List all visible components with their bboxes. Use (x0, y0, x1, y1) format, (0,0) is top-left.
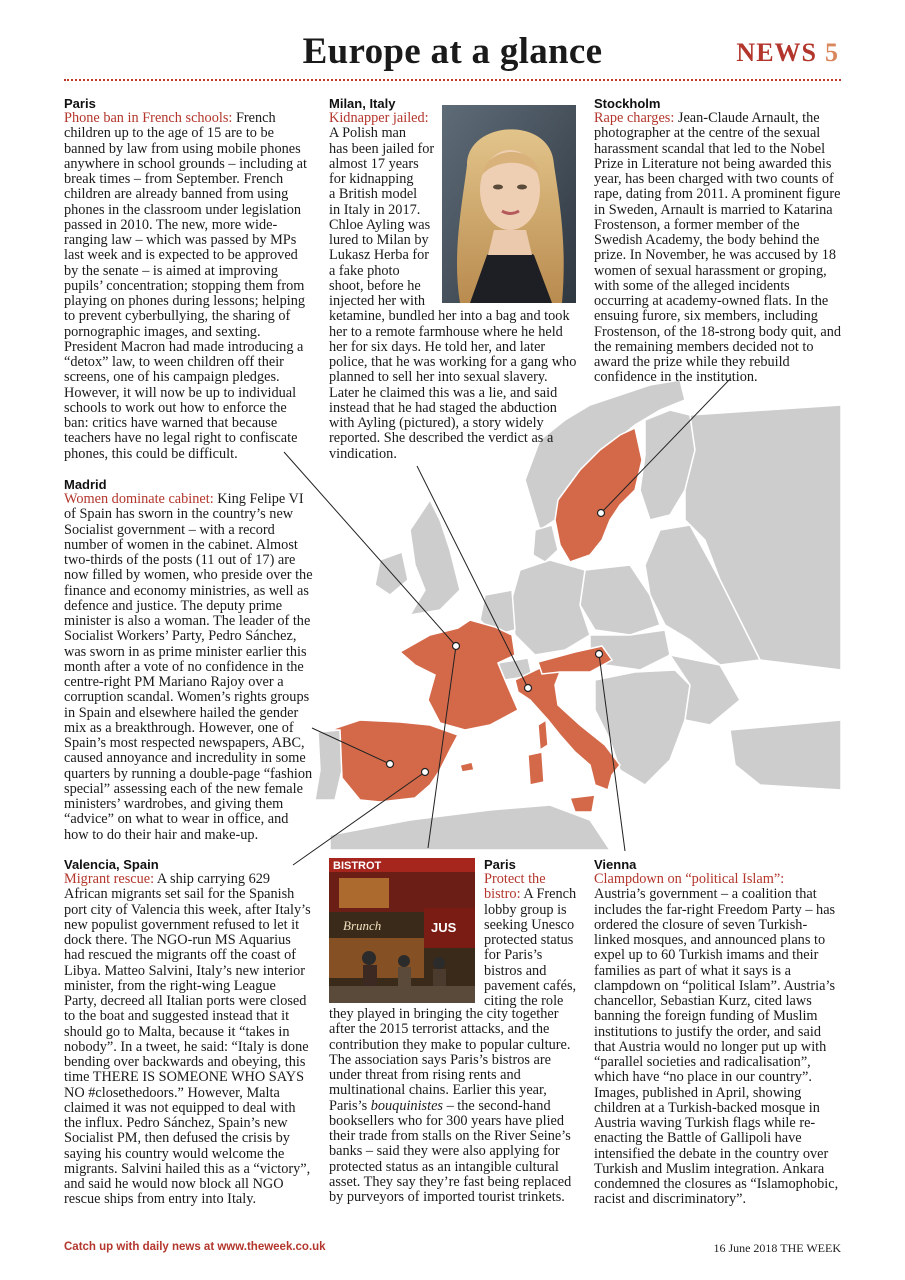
section-name: NEWS (736, 38, 817, 67)
story-body-emphasis: bouquinistes (370, 1097, 443, 1114)
body-line: a fake photo (329, 262, 400, 279)
portrait-photo (442, 105, 576, 303)
body-line: lured to Milan by (329, 232, 429, 248)
bistro-photo (329, 858, 475, 1003)
body-line: injected her with (329, 293, 426, 309)
story-vienna (594, 857, 841, 1208)
marker-vienna (596, 651, 603, 658)
story-paris-bistro-continued (329, 1007, 578, 1205)
story-body: French children up to the age of 15 are to be banned by law from using mobile phones anywhere in school grounds – including at break times – from September. French children are already banned from using phones in the classroom under legislation passed in 2010. The new, more wide-ranging law – which was passed by MPs last week and is expected to be approved by the senate – is aimed at improving pupils’ concentration; stopping them from playing on phones during lessons; helping to prevent cyberbullying, the sharing of pornographic images, and sexting. President Macron had made introducing a “detox” law, to ween children off their screens, one of his campaign pledges. However, it will now be up to individual schools to work out how to enforce the ban: critics have warned that because teachers have no legal right to confiscate phones, this could be difficult. (64, 110, 307, 462)
body-line: in Italy in 2017. (329, 201, 421, 218)
story-text (64, 492, 313, 843)
story-kicker: Rape charges: (594, 110, 675, 126)
page-title: Europe at a glance (302, 31, 603, 72)
story-text (64, 111, 312, 462)
bistro-jus-sign: JUS (431, 920, 457, 935)
story-valencia (64, 857, 312, 1208)
marker-paris (453, 643, 460, 650)
story-kicker: Clampdown on “political Islam”: (594, 871, 785, 887)
story-body: King Felipe VI of Spain has sworn in the country’s new Socialist government – with a record number of women in the cabinet. Almost two-thirds of the posts (11 out of 17) are now filled by women, who preside over the finance and economy ministries, as well as defence and justice. The deputy prime minister is also a woman. The leader of the Socialist Workers’ Party, Pedro Sánchez, was sworn in as prime minister earlier this month after a vote of no confidence in the centre-right PM Mariano Rajoy over a corruption scandal. Women’s rights groups in Spain and elsewhere hailed the gender mix as a breakthrough. However, one of Spain’s most respected newspapers, ABC, caused annoyance and incredulity in some quarters by running a double-page “fashion special” assessing each of the new female ministers’ wardrobes, and giving them “advice” on what to wear in office, and how to do their hair and make-up. (64, 491, 313, 843)
bistro-sign: BISTROT (333, 860, 382, 872)
footer-link[interactable]: Catch up with daily news at www.theweek.co.uk (64, 1241, 326, 1253)
leader-vienna (599, 654, 625, 851)
story-place: Paris (484, 857, 516, 872)
body-line: Lukasz Herba for (329, 247, 430, 264)
body-line: Chloe Ayling was (329, 216, 431, 233)
story-paris-phone-ban (64, 96, 312, 462)
footer-issue (713, 1241, 841, 1256)
story-kicker: Kidnapper jailed: (329, 110, 429, 126)
body-line: A Polish man (329, 125, 407, 142)
story-body: Austria’s government – a coalition that includes the far-right Freedom Party – has ordered the closure of seven Turkish-linked mosques, and announced plans to expel up to 60 Turkish imams and their families as part of what it says is a clampdown on “political Islam”. Austria’s chancellor, Sebastian Kurz, cited laws banning the foreign funding of Muslim institutions to justify the order, and said that Austria would no longer put up with “parallel societies and radicalisation”, which have “no place in our country”. Images, published in April, showing children at a Turkish-backed mosque in Austria waving Turkish flags while re-enacting the Battle of Gallipoli have intensified the debate in the country over Turkish and Muslim integration. Ankara condemned the closures as “Islamophobic, racist and discriminatory”. (594, 886, 839, 1208)
leader-madrid (312, 728, 390, 764)
body-line: pavement cafés, (484, 977, 577, 994)
story-body: ketamine, bundled her into a bag and took her to a remote farmhouse where he held her for six days. He told her, and later police, that he was working for a gang who planned to sell her into sexual slavery. Later he claimed this was a lie, and said instead that he had staged the abduction with Ayling (pictured), a story widely reported. She described the verdict as a vindication. (329, 308, 577, 462)
story-place: Vienna (594, 857, 637, 872)
marker-valencia (422, 769, 429, 776)
leader-paris2 (428, 646, 456, 848)
body-line: almost 17 years (329, 155, 419, 172)
story-kicker: Phone ban in French schools: (64, 110, 233, 126)
page-number: 5 (825, 38, 839, 67)
body-line: citing the role (484, 993, 564, 1009)
leader-stockholm (601, 378, 731, 513)
body-line: for kidnapping (329, 171, 414, 187)
story-place: Stockholm (594, 96, 661, 111)
story-kicker: Migrant rescue: (64, 871, 155, 887)
brand: THE WEEK (780, 1241, 841, 1255)
story-paris-bistro (484, 857, 578, 1009)
marker-milan (525, 685, 532, 692)
body-line: has been jailed for (329, 140, 435, 157)
body-line: lobby group is (484, 901, 567, 918)
story-body (329, 1007, 578, 1205)
body-line: seeking Unesco (484, 916, 575, 933)
body-line: protected status (484, 932, 574, 948)
story-text (64, 872, 312, 1208)
story-kicker: Women dominate cabinet: (64, 491, 214, 507)
story-kicker-line: Protect the (484, 871, 546, 887)
issue-date: 16 June 2018 (713, 1241, 778, 1255)
body-line: for Paris’s (484, 947, 543, 964)
body-line: bistros and (484, 962, 547, 979)
story-place: Madrid (64, 477, 107, 492)
story-body: Jean-Claude Arnault, the photographer at the centre of the sexual harassment scandal that led to the Nobel Prize in Literature not being awarded this year, has been charged with two counts of rape, dating from 2011. A prominent figure in Sweden, Arnault is married to Katarina Frostenson, a former member of the Swedish Academy, the body behind the prize. In November, he was accused by 18 women of sexual harassment or groping, with some of the alleged incidents occurring at academy-owned flats. In the ensuing furore, six members, including Frostenson, of the 18-strong body quit, and the remaining members decided not to award the prize while they rebuild confidence in the institution. (594, 110, 841, 386)
body-line: A French (523, 886, 577, 903)
leader-milan (417, 466, 528, 688)
story-kicker-line: bistro: (484, 886, 521, 903)
story-kicker-line-wrap (484, 887, 578, 902)
story-body: A ship carrying 629 African migrants set sail for the Spanish port city of Valencia this week, after Italy’s new populist government refused to let it dock there. The NGO-run MS Aquarius had rescued the migrants off the coast of Libya. Matteo Salvini, Italy’s new interior minister, from the right-wing League Party, decreed all Italian ports were closed to the boat and suggested instead that it should go to Malta, because it “takes in nobody”. In a tweet, he said: “Italy is done bending over backwards and obeying, this time THERE IS SOMEONE WHO SAYS NO #closethedoors.” However, Malta claimed it was not equipped to deal with the influx. Pedro Sánchez, Spain’s new Socialist PM, then defused the crisis by saying his country would welcome the migrants. Salvini hailed this as a “victory”, and said he would now block all NGO rescue ships from entry into Italy. (64, 871, 311, 1208)
story-body-part: – the second-hand booksellers who for 300 years have plied their trade from stalls on the River Seine’s banks – said they were also applying for protected status as an intangible cultural asset. They say they’re fast being replaced by purveyors of imported tourist trinkets. (329, 1097, 572, 1205)
bistro-illustration (329, 858, 475, 1003)
body-line: shoot, before he (329, 277, 421, 294)
marker-madrid (387, 761, 394, 768)
story-madrid (64, 477, 313, 843)
story-place: Valencia, Spain (64, 857, 159, 872)
story-stockholm (594, 96, 841, 386)
marker-stockholm (598, 510, 605, 517)
bistro-awning-text: Brunch (343, 918, 382, 933)
story-place: Paris (64, 96, 96, 111)
portrait-illustration (442, 105, 576, 303)
story-place: Milan, Italy (329, 96, 396, 111)
story-body-part: they played in bringing the city together after the 2015 terrorist attacks, and the contribution they make to popular culture. The association says Paris’s bistros are under threat from rising rents and multinational chains. Earlier this year, Paris’s (329, 1006, 571, 1114)
body-line: a British model (329, 186, 418, 203)
story-text (594, 111, 841, 386)
